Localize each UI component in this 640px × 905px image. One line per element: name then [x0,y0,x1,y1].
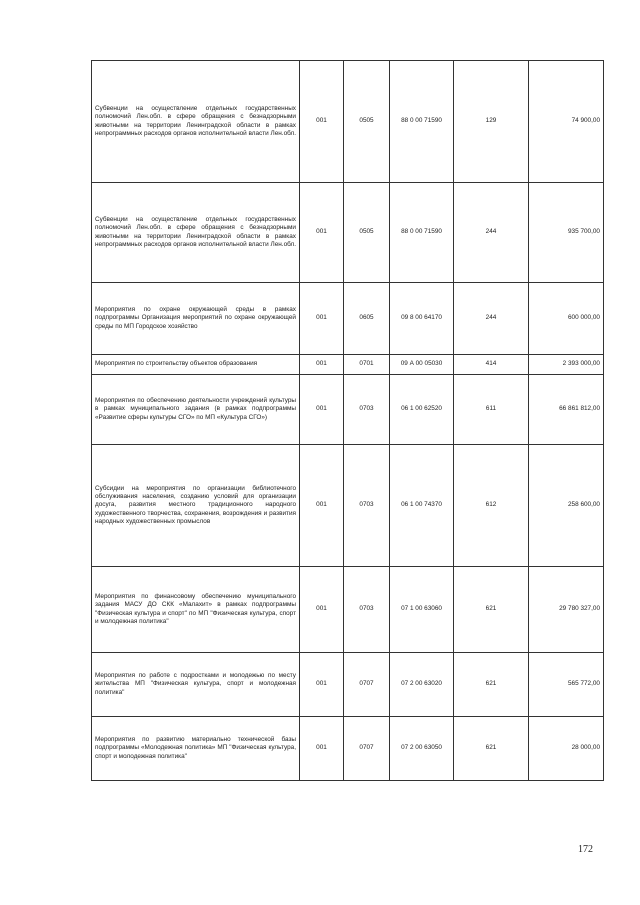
cell-sum: 28 000,00 [529,717,604,781]
cell-name: Мероприятия по финансовому обеспечению муниципального задания МАСУ ДО СКК «Малахит» в рамках подпрограммы "Физическая культура и спорт" по МП "Физическая культура, спорт и молодежная политика" [92,567,300,653]
table-row [92,653,604,717]
table-row [92,717,604,781]
cell-csr: 06 1 00 62520 [390,375,454,445]
cell-ved: 001 [300,61,344,183]
cell-vr: 611 [454,375,529,445]
cell-vr: 244 [454,183,529,283]
cell-csr: 88 0 00 71590 [390,183,454,283]
cell-sum: 29 780 327,00 [529,567,604,653]
cell-vr: 612 [454,445,529,567]
table-row [92,445,604,567]
page-number: 172 [578,844,593,855]
cell-ved: 001 [300,567,344,653]
cell-sum: 258 600,00 [529,445,604,567]
cell-csr: 09 А 00 05030 [390,355,454,375]
cell-vr: 414 [454,355,529,375]
cell-name: Мероприятия по охране окружающей среды в рамках подпрограммы Организация мероприятий по охране окружающей среды по МП Городское хозяйство [92,283,300,355]
cell-sum: 74 900,00 [529,61,604,183]
cell-rzpr: 0703 [344,567,390,653]
cell-ved: 001 [300,355,344,375]
cell-rzpr: 0703 [344,445,390,567]
table-row [92,183,604,283]
cell-vr: 621 [454,567,529,653]
cell-name: Мероприятия по строительству объектов образования [92,355,300,375]
cell-name: Субвенции на осуществление отдельных государственных полномочий Лен.обл. в сфере обращения с безнадзорными животными на территории Ленинградской области в рамках непрограммных расходов органов исполнительной власти Лен.обл. [92,183,300,283]
cell-ved: 001 [300,445,344,567]
cell-rzpr: 0605 [344,283,390,355]
cell-sum: 2 393 000,00 [529,355,604,375]
cell-csr: 07 1 00 63060 [390,567,454,653]
cell-ved: 001 [300,717,344,781]
cell-sum: 935 700,00 [529,183,604,283]
cell-rzpr: 0505 [344,61,390,183]
table-row [92,283,604,355]
cell-rzpr: 0707 [344,653,390,717]
cell-ved: 001 [300,375,344,445]
cell-sum: 66 861 812,00 [529,375,604,445]
table-row [92,61,604,183]
budget-table-body [92,61,604,781]
cell-vr: 621 [454,653,529,717]
cell-name: Мероприятия по обеспечению деятельности учреждений культуры в рамках муниципального задания (в рамках подпрограммы «Развитие сферы культуры СГО» по МП «Культура СГО») [92,375,300,445]
cell-csr: 07 2 00 63020 [390,653,454,717]
table-row [92,567,604,653]
cell-csr: 09 8 00 64170 [390,283,454,355]
cell-name: Мероприятия по работе с подростками и молодежью по месту жительства МП "Физическая культура, спорт и молодежная политика" [92,653,300,717]
cell-vr: 129 [454,61,529,183]
cell-csr: 88 0 00 71590 [390,61,454,183]
cell-name: Субвенции на осуществление отдельных государственных полномочий Лен.обл. в сфере обращения с безнадзорными животными на территории Ленинградской области в рамках непрограммных расходов органов исполнительной власти Лен.обл. [92,61,300,183]
cell-ved: 001 [300,183,344,283]
cell-rzpr: 0707 [344,717,390,781]
budget-table [91,60,604,781]
table-row [92,375,604,445]
table-row [92,355,604,375]
cell-sum: 600 000,00 [529,283,604,355]
cell-ved: 001 [300,283,344,355]
cell-sum: 565 772,00 [529,653,604,717]
cell-csr: 06 1 00 74370 [390,445,454,567]
cell-rzpr: 0701 [344,355,390,375]
cell-rzpr: 0703 [344,375,390,445]
cell-name: Субсидии на мероприятия по организации библиотечного обслуживания населения, созданию условий для организации досуга, развития местного традиционного народного художественного творчества, сохранения, возрождения и развития народных художественных промыслов [92,445,300,567]
cell-vr: 621 [454,717,529,781]
cell-name: Мероприятия по развитию материально технической базы подпрограммы «Молодежная политика» МП "Физическая культура, спорт и молодежная политика" [92,717,300,781]
cell-rzpr: 0505 [344,183,390,283]
cell-ved: 001 [300,653,344,717]
cell-vr: 244 [454,283,529,355]
cell-csr: 07 2 00 63050 [390,717,454,781]
